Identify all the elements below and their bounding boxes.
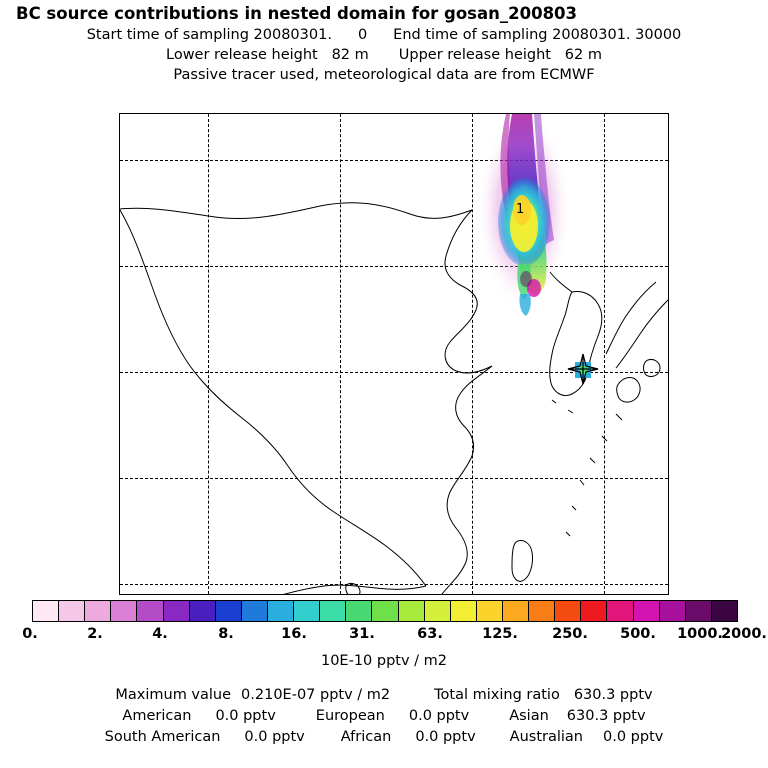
colorbar-tick: 2000. <box>721 626 767 642</box>
colorbar-swatch <box>477 601 503 621</box>
colorbar-tick: 4. <box>152 626 168 642</box>
region-value-american: 0.0 pptv <box>215 708 276 724</box>
colorbar-swatch <box>216 601 242 621</box>
colorbar-swatch <box>294 601 320 621</box>
region-label-american: American <box>122 708 192 724</box>
map-graphics <box>120 114 669 595</box>
colorbar-swatch <box>372 601 398 621</box>
receptor-marker <box>568 354 598 384</box>
map-panel[interactable] <box>119 113 669 595</box>
region-label-european: European <box>315 708 385 724</box>
colorbar-swatch <box>33 601 59 621</box>
region-value-european: 0.0 pptv <box>408 708 470 724</box>
region-value-australian: 0.0 pptv <box>603 729 664 745</box>
lower-release-height: Lower release height 82 m <box>166 47 369 63</box>
contour-label-1: 1 <box>516 202 525 217</box>
total-mixing-ratio-value: 630.3 pptv <box>573 687 653 703</box>
colorbar-tick: 8. <box>218 626 234 642</box>
tracer-meteorology-line: Passive tracer used, meteorological data are from ECMWF <box>173 67 595 83</box>
region-label-australian: Australian <box>509 729 583 745</box>
colorbar-swatch <box>242 601 268 621</box>
start-time-label: Start time of sampling 20080301. <box>86 27 332 43</box>
colorbar-tick: 0. <box>22 626 38 642</box>
colorbar-swatch <box>686 601 712 621</box>
colorbar-tick: 31. <box>349 626 375 642</box>
page-title: BC source contributions in nested domain for gosan_200803 <box>16 4 578 23</box>
colorbar-swatch <box>451 601 477 621</box>
start-time-value: 0 <box>357 27 368 43</box>
colorbar-swatch <box>660 601 686 621</box>
colorbar-swatch <box>111 601 137 621</box>
colorbar-tick: 16. <box>281 626 307 642</box>
colorbar-swatch <box>712 601 737 621</box>
total-mixing-ratio-label: Total mixing ratio <box>434 687 560 703</box>
colorbar-swatch <box>607 601 633 621</box>
release-height-line <box>0 45 768 65</box>
colorbar-swatch <box>529 601 555 621</box>
colorbar-swatch <box>634 601 660 621</box>
colorbar-swatch <box>320 601 346 621</box>
colorbar-swatch <box>190 601 216 621</box>
region-label-african: African <box>340 729 392 745</box>
colorbar-tick: 500. <box>620 626 656 642</box>
maximum-value: 0.210E-07 pptv / m2 <box>241 687 391 703</box>
region-value-south-american: 0.0 pptv <box>244 729 305 745</box>
region-row-2 <box>0 727 768 748</box>
colorbar-swatch <box>346 601 372 621</box>
sampling-time-line <box>0 23 768 45</box>
colorbar-tick: 250. <box>552 626 588 642</box>
colorbar-swatch <box>137 601 163 621</box>
colorbar-swatch <box>164 601 190 621</box>
summary-row <box>0 685 768 706</box>
region-row-1 <box>0 706 768 727</box>
region-value-african: 0.0 pptv <box>415 729 476 745</box>
colorbar-swatch <box>85 601 111 621</box>
region-label-asian: Asian <box>509 708 549 724</box>
colorbar-swatch <box>503 601 529 621</box>
upper-release-height: Upper release height 62 m <box>398 47 602 63</box>
colorbar-swatch <box>268 601 294 621</box>
colorbar-swatch <box>399 601 425 621</box>
colorbar-swatch <box>555 601 581 621</box>
colorbar-tick-labels <box>0 626 768 644</box>
colorbar-tick: 125. <box>482 626 518 642</box>
maximum-value-label: Maximum value <box>115 687 232 703</box>
region-value-asian: 630.3 pptv <box>566 708 646 724</box>
region-label-south-american: South American <box>104 729 221 745</box>
colorbar-swatch <box>59 601 85 621</box>
colorbar-tick: 1000. <box>677 626 723 642</box>
colorbar-tick: 2. <box>87 626 103 642</box>
colorbar-swatch <box>581 601 607 621</box>
colorbar-unit-label: 10E-10 pptv / m2 <box>320 653 448 669</box>
end-time-label: End time of sampling 20080301. 30000 <box>393 27 682 43</box>
colorbar[interactable] <box>32 600 738 622</box>
colorbar-swatch <box>425 601 451 621</box>
colorbar-tick: 63. <box>417 626 443 642</box>
statistics-footer <box>0 685 768 748</box>
